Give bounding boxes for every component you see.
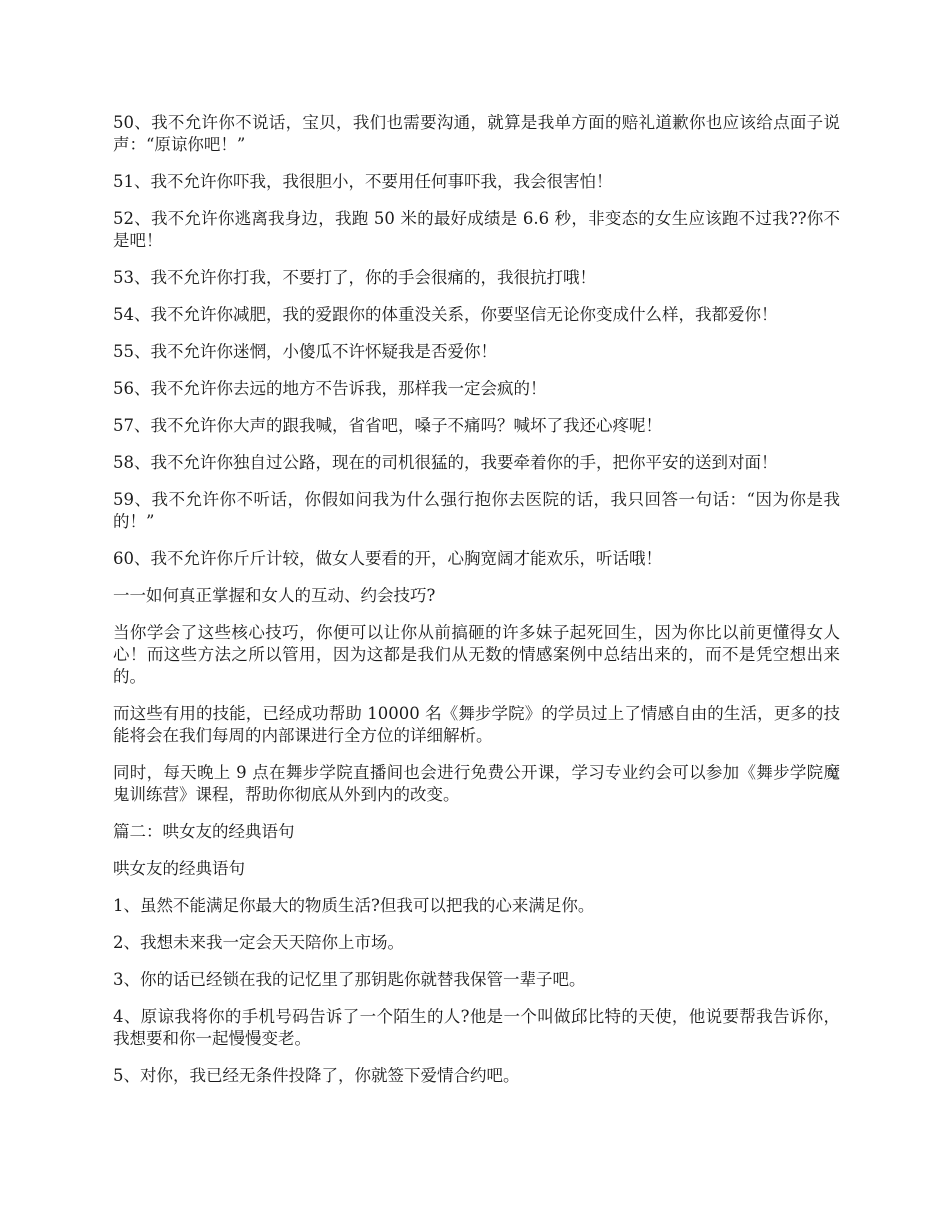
paragraph: 58、我不允许你独自过公路，现在的司机很猛的，我要牵着你的手，把你平安的送到对面！: [113, 453, 778, 472]
paragraph: 4、原谅我将你的手机号码告诉了一个陌生的人?他是一个叫做邱比特的天使，他说要帮我告诉你，我想要和你一起慢慢变老。: [113, 1007, 840, 1048]
paragraph: 53、我不允许你打我，不要打了，你的手会很痛的，我很抗打哦！: [113, 268, 596, 287]
paragraph: 1、虽然不能满足你最大的物质生活?但我可以把我的心来满足你。: [113, 896, 595, 915]
paragraph: 55、我不允许你迷惘，小傻瓜不许怀疑我是否爱你！: [113, 342, 497, 361]
paragraph: 5、对你，我已经无条件投降了，你就签下爱情合约吧。: [113, 1066, 520, 1085]
paragraph: 3、你的话已经锁在我的记忆里了那钥匙你就替我保管一辈子吧。: [113, 970, 586, 989]
document-body: [113, 112, 840, 1102]
paragraph: 52、我不允许你逃离我身边，我跑 50 米的最好成绩是 6.6 秒，非变态的女生应该跑不过我??你不是吧！: [113, 209, 840, 250]
paragraph: 57、我不允许你大声的跟我喊，省省吧，嗓子不痛吗？喊坏了我还心疼呢！: [113, 416, 662, 435]
paragraph: 59、我不允许你不听话，你假如问我为什么强行抱你去医院的话，我只回答一句话：“因为你是我的！”: [113, 490, 840, 531]
paragraph: 而这些有用的技能，已经成功帮助 10000 名《舞步学院》的学员过上了情感自由的生活，更多的技能将会在我们每周的内部课进行全方位的详细解析。: [113, 704, 840, 745]
paragraph: 同时，每天晚上 9 点在舞步学院直播间也会进行免费公开课，学习专业约会可以参加《舞步学院魔鬼训练营》课程，帮助你彻底从外到内的改变。: [113, 763, 840, 804]
paragraph: 56、我不允许你去远的地方不告诉我，那样我一定会疯的！: [113, 379, 547, 398]
paragraph: 60、我不允许你斤斤计较，做女人要看的开，心胸宽阔才能欢乐，听话哦！: [113, 549, 662, 568]
paragraph: 当你学会了这些核心技巧，你便可以让你从前搞砸的许多妹子起死回生，因为你比以前更懂得女人心！而这些方法之所以管用，因为这都是我们从无数的情感案例中总结出来的，而不是凭空想出来的。: [113, 623, 840, 686]
section-heading: 篇二：哄女友的经典语句: [113, 822, 295, 841]
section-title: 哄女友的经典语句: [113, 859, 245, 878]
paragraph: 50、我不允许你不说话，宝贝，我们也需要沟通，就算是我单方面的赔礼道歉你也应该给点面子说声：“原谅你吧！”: [113, 113, 840, 154]
paragraph: 54、我不允许你减肥，我的爱跟你的体重没关系，你要坚信无论你变成什么样，我都爱你！: [113, 305, 778, 324]
section-question: 一一如何真正掌握和女人的互动、约会技巧?: [113, 586, 436, 605]
paragraph: 2、我想未来我一定会天天陪你上市场。: [113, 933, 404, 952]
paragraph: 51、我不允许你吓我，我很胆小，不要用任何事吓我，我会很害怕！: [113, 172, 613, 191]
